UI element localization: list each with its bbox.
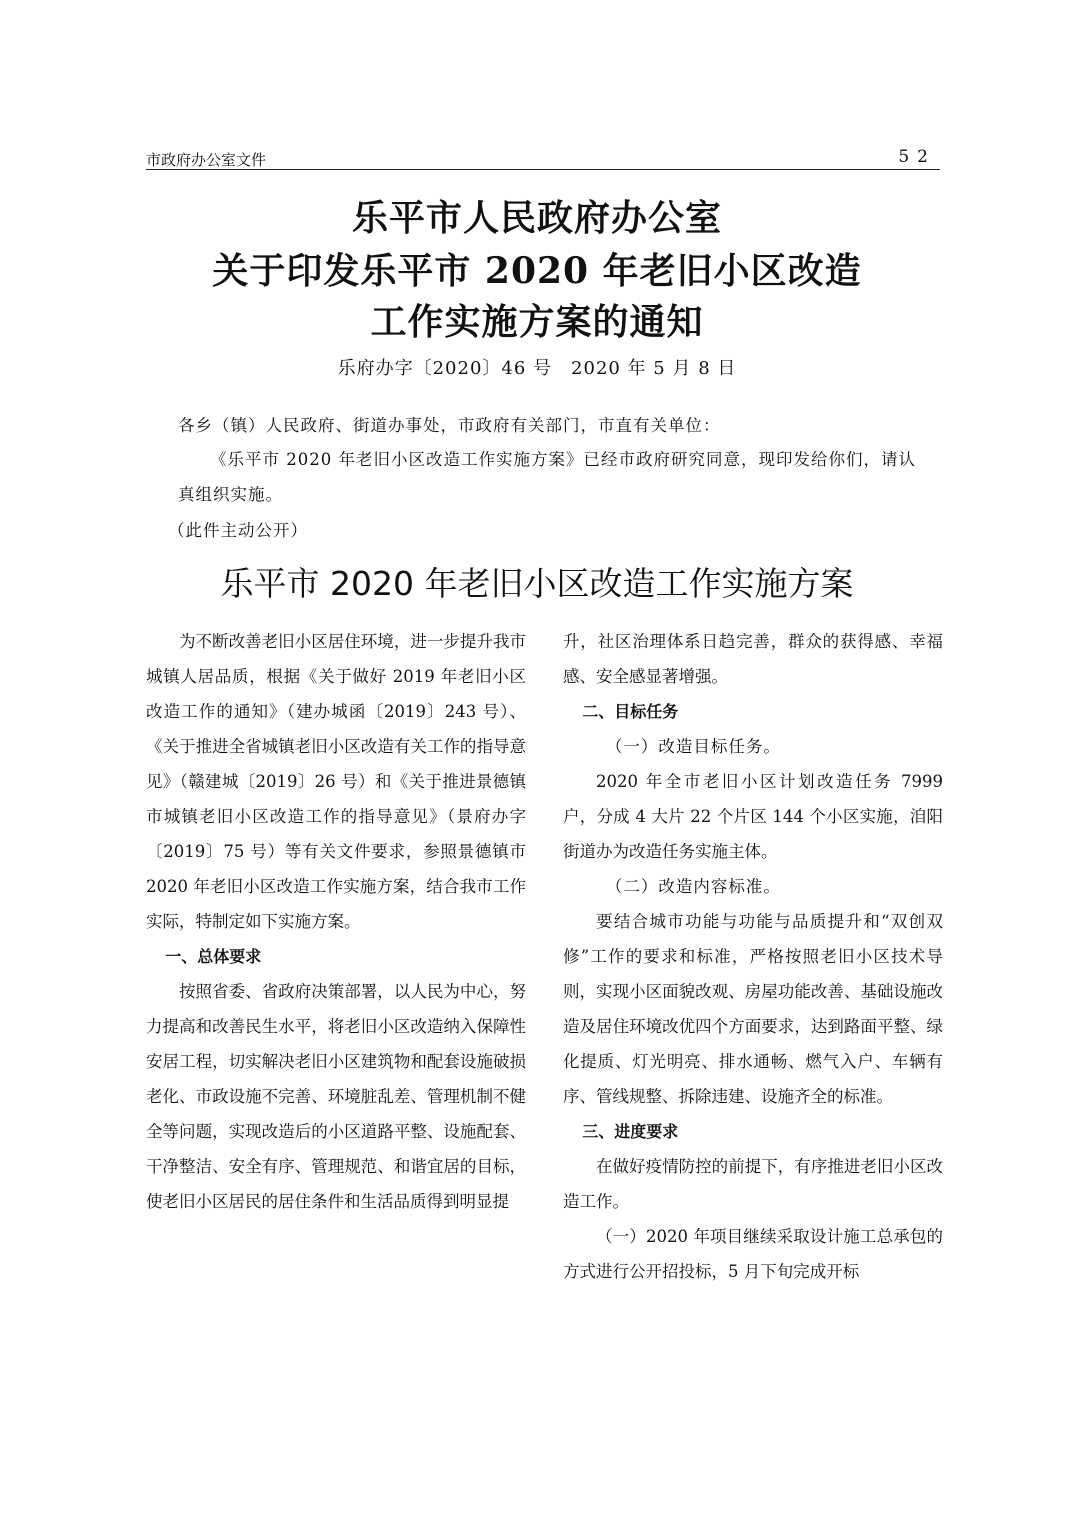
notice-body-line-1: 《乐平市 2020 年老旧小区改造工作实施方案》已经市政府研究同意，现印发给你们，请认 [210,450,916,469]
intro-paragraph: 为不断改善老旧小区居住环境，进一步提升我市城镇人居品质，根据《关于做好 2019 年老旧小区改造工作的通知》（建办城函〔2019〕243 号）、《关于推进全省城镇老旧小区改造有关工作的指导意见》（赣建城〔2019〕26 号）和《关于推进景德镇市城镇老旧小区改造工作的指导意见》（景府办字〔2019〕75 号）等有关文件要求，参照景德镇市 2020 年老旧小区改造工作实施方案，结合我市工作实际，特制定如下实施方案。 [146,632,526,931]
section-heading-schedule: 三、进度要求 [582,1122,679,1141]
bidding-paragraph: （一）2020 年项目继续采取设计施工总承包的方式进行公开招投标，5 月下旬完成开标 [563,1227,943,1281]
plan-title: 乐平市 2020 年老旧小区改造工作实施方案 [220,564,854,603]
left-column [146,624,526,1219]
notice-recipients: 各乡（镇）人民政府、街道办事处，市政府有关部门，市直有关单位： [178,416,721,435]
target-tasks-paragraph: 2020 年全市老旧小区计划改造任务 7999 户，分成 4 大片 22 个片区 144 个小区实施，洎阳街道办为改造任务实施主体。 [563,772,943,861]
section-heading-targets: 二、目标任务 [582,702,679,721]
disclosure-note: （此件主动公开） [168,521,308,540]
right-column [563,624,943,1289]
schedule-paragraph: 在做好疫情防控的前提下，有序推进老旧小区改造工作。 [563,1157,943,1211]
header-document-type: 市政府办公室文件 [146,151,267,169]
subheading-content-standards: （二）改造内容标准。 [605,877,781,896]
notice-title-line-3: 工作实施方案的通知 [370,301,704,343]
subheading-target-tasks: （一）改造目标任务。 [605,737,781,756]
section-heading-general-requirements: 一、总体要求 [165,947,262,966]
document-number: 乐府办字〔2020〕46 号 2020 年 5 月 8 日 [337,358,737,379]
content-standards-paragraph: 要结合城市功能与功能与品质提升和“双创双修”工作的要求和标准，严格按照老旧小区技术导则，实现小区面貌改观、房屋功能改善、基础设施改造及居住环境改优四个方面要求，达到路面平整、绿化提质、灯光明亮、排水通畅、燃气入户、车辆有序、管线规整、拆除违建、设施齐全的标准。 [563,912,943,1106]
continued-paragraph: 升，社区治理体系日趋完善，群众的获得感、幸福感、安全感显著增强。 [563,632,943,686]
notice-title-line-1: 乐平市人民政府办公室 [351,197,722,239]
notice-body-line-2: 真组织实施。 [178,485,283,504]
notice-title-line-2: 关于印发乐平市 2020 年老旧小区改造 [212,250,862,292]
page-number: 52 [898,147,936,167]
page-header [146,147,940,170]
general-requirements-paragraph: 按照省委、省政府决策部署，以人民为中心，努力提高和改善民生水平，将老旧小区改造纳入保障性安居工程，切实解决老旧小区建筑物和配套设施破损老化、市政设施不完善、环境脏乱差、管理机制不健全等问题，实现改造后的小区道路平整、设施配套、干净整洁、安全有序、管理规范、和谐宜居的目标，使老旧小区居民的居住条件和生活品质得到明显提 [146,982,526,1211]
